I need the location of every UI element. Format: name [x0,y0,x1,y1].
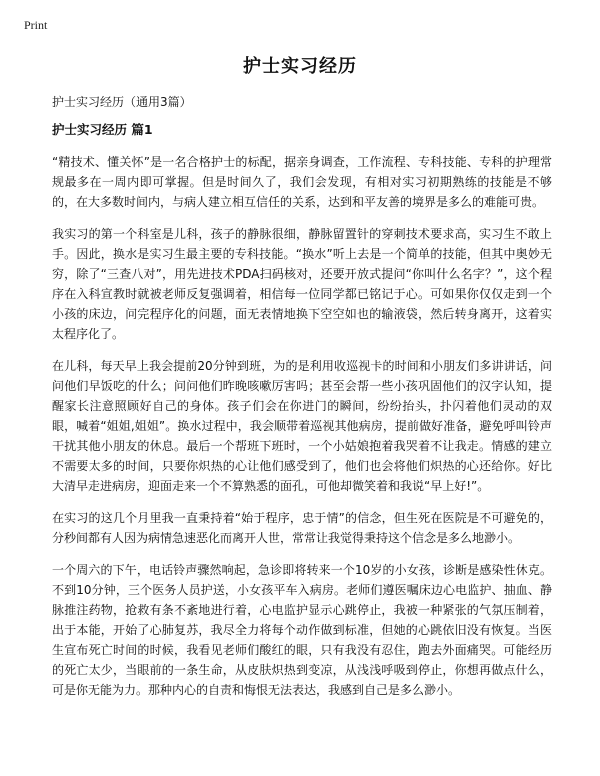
paragraph-2: 我实习的第一个科室是儿科，孩子的静脉很细，静脉留置针的穿刺技术要求高，实习生不敢上手。因此，换水是实习生最主要的专科技能。“换水”听上去是一个简单的技能，但其中奥妙无穷，除了“三查八对”，用先进技术PDA扫码核对，还要开放式提问“你叫什么名字？”，这个程序在入科宣教时就被老师反复强调着，相信每一位同学都已铭记于心。可如果你仅仅走到一个小孩的床边，问完程序化的问题，面无表情地换下空空如也的输液袋，然后转身离开，这着实太程序化了。 [52,227,552,341]
page-title: 护士实习经历 [243,56,357,77]
paragraph-4: 在实习的这几个月里我一直秉持着“始于程序，忠于情”的信念，但生死在医院是不可避免的，分秒间都有人因为病情急速恶化而离开人世，常常让我觉得秉持这个信念是多么地渺小。 [52,511,552,545]
section-heading: 护士实习经历 篇1 [52,122,153,137]
document-body [52,94,552,712]
print-link[interactable]: Print [24,18,48,32]
paragraph-1: “精技术、懂关怀”是一名合格护士的标配，据亲身调查，工作流程、专科技能、专科的护理常规最多在一周内即可掌握。但是时间久了，我们会发现，有相对实习初期熟练的技能是不够的，在大多数时间内，与病人建立相互信任的关系，达到和平友善的境界是多么的难能可贵。 [52,155,552,209]
document-subtitle: 护士实习经历（通用3篇） [52,95,192,109]
paragraph-5: 一个周六的下午，电话铃声骤然响起，急诊即将转来一个10岁的小女孩，诊断是感染性休克。不到10分钟，三个医务人员护送，小女孩平车入病房。老师们遵医嘱床边心电监护、抽血、静脉推注药物，抢救有条不紊地进行着，心电监护显示心跳停止，我被一种紧张的气氛压制着，出于本能，开始了心肺复苏，我尽全力将每个动作做到标准，但她的心跳依旧没有恢复。当医生宣布死亡时间的时候，我看见老师们酸红的眼，只有我没有忍住，跑去外面痛哭。可能经历的死亡太少，当眼前的一条生命，从皮肤炽热到变凉，从浅浅呼吸到停止，你想再做点什么，可是你无能为力。那种内心的自责和悔恨无法表达，我感到自己是多么渺小。 [52,563,552,697]
paragraph-3: 在儿科，每天早上我会提前20分钟到班，为的是利用收巡视卡的时间和小朋友们多讲讲话，问问他们早饭吃的什么；问问他们昨晚咳嗽厉害吗；甚至会帮一些小孩巩固他们的汉字认知，提醒家长注意照顾好自己的身体。孩子们会在你进门的瞬间，纷纷抬头，扑闪着他们灵动的双眼，喊着“姐姐,姐姐”。换水过程中，我会顺带着巡视其他病房，提前做好准备，避免呼叫铃声干扰其他小朋友的休息。最后一个帮班下班时，一个小姑娘抱着我哭着不让我走。情感的建立不需要太多的时间，只要你炽热的心让他们感受到了，他们也会将他们炽热的心还给你。好比大清早走进病房，迎面走来一个不算熟悉的面孔，可他却微笑着和我说“早上好!”。 [52,359,552,493]
